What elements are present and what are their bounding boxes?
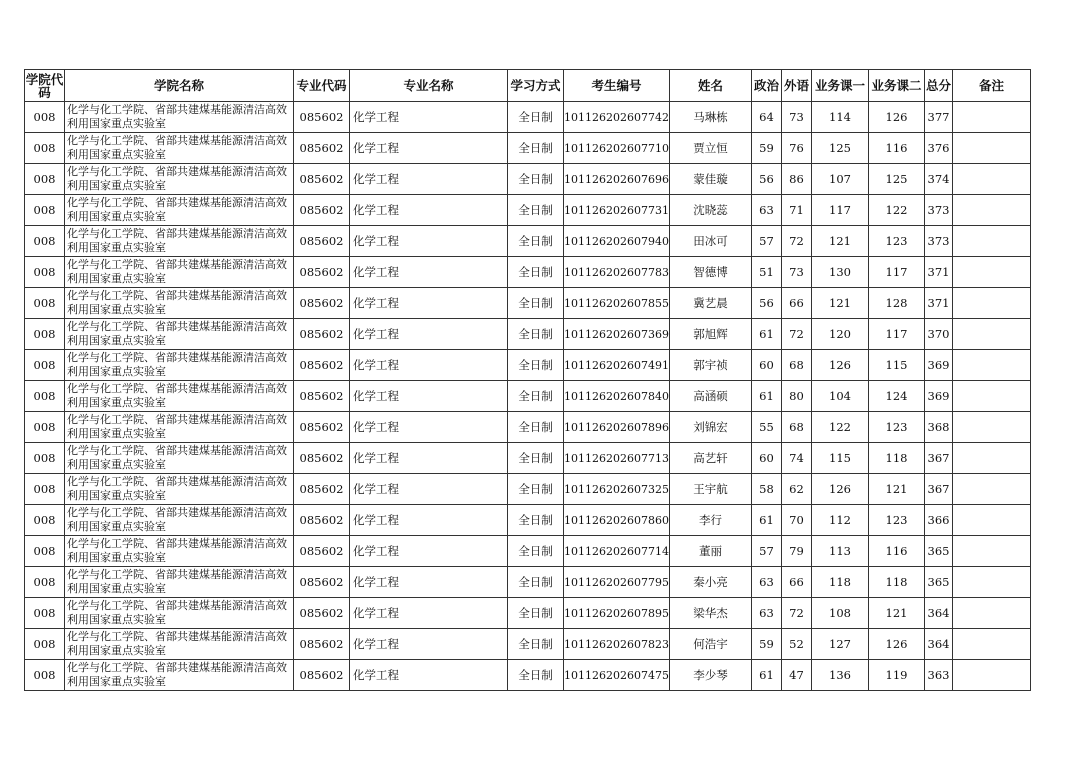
major-name-cell: 化学工程 — [350, 288, 508, 319]
table-row — [25, 474, 1031, 505]
major-code-cell: 085602 — [294, 536, 350, 567]
total-score-cell: 368 — [925, 412, 953, 443]
note-cell — [953, 102, 1031, 133]
study-mode-cell: 全日制 — [508, 536, 564, 567]
course2-score-cell: 126 — [869, 629, 925, 660]
header-college-name: 学院名称 — [65, 70, 294, 102]
note-cell — [953, 350, 1031, 381]
course1-score-cell: 121 — [812, 288, 869, 319]
note-cell — [953, 195, 1031, 226]
student-name-cell: 郭宇祯 — [670, 350, 752, 381]
course1-score-cell: 112 — [812, 505, 869, 536]
exam-id-cell: 101126202607491 — [564, 350, 670, 381]
language-score-cell: 66 — [782, 567, 812, 598]
course2-score-cell: 124 — [869, 381, 925, 412]
language-score-cell: 76 — [782, 133, 812, 164]
college-name-cell: 化学与化工学院、省部共建煤基能源清洁高效利用国家重点实验室 — [65, 226, 294, 257]
major-name-cell: 化学工程 — [350, 226, 508, 257]
language-score-cell: 74 — [782, 443, 812, 474]
note-cell — [953, 257, 1031, 288]
study-mode-cell: 全日制 — [508, 660, 564, 691]
exam-id-cell: 101126202607742 — [564, 102, 670, 133]
college-code-cell: 008 — [25, 133, 65, 164]
table-row — [25, 598, 1031, 629]
major-name-cell: 化学工程 — [350, 350, 508, 381]
header-name: 姓名 — [670, 70, 752, 102]
student-name-cell: 沈晓蕊 — [670, 195, 752, 226]
politics-score-cell: 63 — [752, 195, 782, 226]
course1-score-cell: 114 — [812, 102, 869, 133]
student-name-cell: 田冰可 — [670, 226, 752, 257]
total-score-cell: 367 — [925, 474, 953, 505]
course2-score-cell: 115 — [869, 350, 925, 381]
header-course2: 业务课二 — [869, 70, 925, 102]
header-exam-id: 考生编号 — [564, 70, 670, 102]
major-code-cell: 085602 — [294, 567, 350, 598]
note-cell — [953, 660, 1031, 691]
study-mode-cell: 全日制 — [508, 598, 564, 629]
exam-id-cell: 101126202607325 — [564, 474, 670, 505]
language-score-cell: 68 — [782, 350, 812, 381]
table-row — [25, 226, 1031, 257]
study-mode-cell: 全日制 — [508, 629, 564, 660]
admission-list-table — [24, 69, 1031, 691]
student-name-cell: 高艺轩 — [670, 443, 752, 474]
total-score-cell: 365 — [925, 567, 953, 598]
college-name-cell: 化学与化工学院、省部共建煤基能源清洁高效利用国家重点实验室 — [65, 629, 294, 660]
language-score-cell: 72 — [782, 598, 812, 629]
student-name-cell: 李少琴 — [670, 660, 752, 691]
exam-id-cell: 101126202607940 — [564, 226, 670, 257]
language-score-cell: 68 — [782, 412, 812, 443]
total-score-cell: 371 — [925, 257, 953, 288]
major-code-cell: 085602 — [294, 505, 350, 536]
college-name-cell: 化学与化工学院、省部共建煤基能源清洁高效利用国家重点实验室 — [65, 350, 294, 381]
header-language: 外语 — [782, 70, 812, 102]
college-code-cell: 008 — [25, 660, 65, 691]
student-name-cell: 董丽 — [670, 536, 752, 567]
language-score-cell: 52 — [782, 629, 812, 660]
note-cell — [953, 474, 1031, 505]
major-name-cell: 化学工程 — [350, 567, 508, 598]
student-name-cell: 郭旭辉 — [670, 319, 752, 350]
language-score-cell: 72 — [782, 319, 812, 350]
language-score-cell: 47 — [782, 660, 812, 691]
table-row — [25, 195, 1031, 226]
exam-id-cell: 101126202607823 — [564, 629, 670, 660]
politics-score-cell: 57 — [752, 226, 782, 257]
politics-score-cell: 63 — [752, 567, 782, 598]
total-score-cell: 371 — [925, 288, 953, 319]
politics-score-cell: 61 — [752, 660, 782, 691]
politics-score-cell: 55 — [752, 412, 782, 443]
college-code-cell: 008 — [25, 257, 65, 288]
exam-id-cell: 101126202607475 — [564, 660, 670, 691]
student-name-cell: 冀艺晨 — [670, 288, 752, 319]
major-code-cell: 085602 — [294, 474, 350, 505]
course1-score-cell: 127 — [812, 629, 869, 660]
exam-id-cell: 101126202607710 — [564, 133, 670, 164]
major-code-cell: 085602 — [294, 443, 350, 474]
student-name-cell: 马琳栋 — [670, 102, 752, 133]
college-code-cell: 008 — [25, 474, 65, 505]
major-code-cell: 085602 — [294, 660, 350, 691]
table-row — [25, 102, 1031, 133]
college-name-cell: 化学与化工学院、省部共建煤基能源清洁高效利用国家重点实验室 — [65, 474, 294, 505]
college-name-cell: 化学与化工学院、省部共建煤基能源清洁高效利用国家重点实验室 — [65, 412, 294, 443]
course2-score-cell: 118 — [869, 443, 925, 474]
college-code-cell: 008 — [25, 226, 65, 257]
total-score-cell: 364 — [925, 598, 953, 629]
table-row — [25, 164, 1031, 195]
college-name-cell: 化学与化工学院、省部共建煤基能源清洁高效利用国家重点实验室 — [65, 257, 294, 288]
study-mode-cell: 全日制 — [508, 133, 564, 164]
exam-id-cell: 101126202607783 — [564, 257, 670, 288]
major-code-cell: 085602 — [294, 133, 350, 164]
student-name-cell: 秦小亮 — [670, 567, 752, 598]
total-score-cell: 373 — [925, 226, 953, 257]
student-name-cell: 李行 — [670, 505, 752, 536]
header-total: 总分 — [925, 70, 953, 102]
college-name-cell: 化学与化工学院、省部共建煤基能源清洁高效利用国家重点实验室 — [65, 505, 294, 536]
course2-score-cell: 123 — [869, 505, 925, 536]
college-code-cell: 008 — [25, 567, 65, 598]
course2-score-cell: 117 — [869, 257, 925, 288]
politics-score-cell: 61 — [752, 381, 782, 412]
politics-score-cell: 59 — [752, 133, 782, 164]
note-cell — [953, 443, 1031, 474]
total-score-cell: 373 — [925, 195, 953, 226]
course2-score-cell: 116 — [869, 536, 925, 567]
total-score-cell: 369 — [925, 350, 953, 381]
study-mode-cell: 全日制 — [508, 567, 564, 598]
study-mode-cell: 全日制 — [508, 226, 564, 257]
student-name-cell: 何浩宇 — [670, 629, 752, 660]
major-code-cell: 085602 — [294, 164, 350, 195]
course1-score-cell: 130 — [812, 257, 869, 288]
major-code-cell: 085602 — [294, 412, 350, 443]
course1-score-cell: 108 — [812, 598, 869, 629]
major-code-cell: 085602 — [294, 102, 350, 133]
major-name-cell: 化学工程 — [350, 195, 508, 226]
course1-score-cell: 113 — [812, 536, 869, 567]
major-code-cell: 085602 — [294, 629, 350, 660]
study-mode-cell: 全日制 — [508, 350, 564, 381]
language-score-cell: 73 — [782, 102, 812, 133]
college-name-cell: 化学与化工学院、省部共建煤基能源清洁高效利用国家重点实验室 — [65, 567, 294, 598]
student-name-cell: 刘锦宏 — [670, 412, 752, 443]
course2-score-cell: 119 — [869, 660, 925, 691]
table-row — [25, 288, 1031, 319]
table-row — [25, 629, 1031, 660]
table-row — [25, 443, 1031, 474]
college-code-cell: 008 — [25, 102, 65, 133]
student-name-cell: 蒙佳璇 — [670, 164, 752, 195]
major-name-cell: 化学工程 — [350, 319, 508, 350]
language-score-cell: 66 — [782, 288, 812, 319]
college-name-cell: 化学与化工学院、省部共建煤基能源清洁高效利用国家重点实验室 — [65, 598, 294, 629]
table-row — [25, 536, 1031, 567]
college-code-cell: 008 — [25, 288, 65, 319]
major-code-cell: 085602 — [294, 381, 350, 412]
major-name-cell: 化学工程 — [350, 412, 508, 443]
language-score-cell: 80 — [782, 381, 812, 412]
course1-score-cell: 121 — [812, 226, 869, 257]
politics-score-cell: 64 — [752, 102, 782, 133]
exam-id-cell: 101126202607369 — [564, 319, 670, 350]
major-name-cell: 化学工程 — [350, 629, 508, 660]
college-code-cell: 008 — [25, 319, 65, 350]
major-code-cell: 085602 — [294, 288, 350, 319]
course2-score-cell: 118 — [869, 567, 925, 598]
table-row — [25, 412, 1031, 443]
table-row — [25, 381, 1031, 412]
header-college-code: 学院代码 — [25, 71, 64, 100]
language-score-cell: 62 — [782, 474, 812, 505]
header-note: 备注 — [953, 70, 1031, 102]
note-cell — [953, 598, 1031, 629]
exam-id-cell: 101126202607855 — [564, 288, 670, 319]
study-mode-cell: 全日制 — [508, 195, 564, 226]
exam-id-cell: 101126202607896 — [564, 412, 670, 443]
college-name-cell: 化学与化工学院、省部共建煤基能源清洁高效利用国家重点实验室 — [65, 443, 294, 474]
major-name-cell: 化学工程 — [350, 381, 508, 412]
student-name-cell: 王宇航 — [670, 474, 752, 505]
header-politics: 政治 — [752, 70, 782, 102]
college-code-cell: 008 — [25, 443, 65, 474]
exam-id-cell: 101126202607713 — [564, 443, 670, 474]
politics-score-cell: 56 — [752, 288, 782, 319]
total-score-cell: 367 — [925, 443, 953, 474]
note-cell — [953, 226, 1031, 257]
header-row — [25, 70, 1031, 102]
college-code-cell: 008 — [25, 536, 65, 567]
table-row — [25, 660, 1031, 691]
major-name-cell: 化学工程 — [350, 505, 508, 536]
major-name-cell: 化学工程 — [350, 443, 508, 474]
header-study-mode: 学习方式 — [508, 70, 564, 102]
course1-score-cell: 122 — [812, 412, 869, 443]
table-row — [25, 319, 1031, 350]
header-major-name: 专业名称 — [350, 70, 508, 102]
study-mode-cell: 全日制 — [508, 164, 564, 195]
college-name-cell: 化学与化工学院、省部共建煤基能源清洁高效利用国家重点实验室 — [65, 164, 294, 195]
politics-score-cell: 56 — [752, 164, 782, 195]
note-cell — [953, 381, 1031, 412]
major-code-cell: 085602 — [294, 257, 350, 288]
course1-score-cell: 125 — [812, 133, 869, 164]
exam-id-cell: 101126202607731 — [564, 195, 670, 226]
course1-score-cell: 107 — [812, 164, 869, 195]
course2-score-cell: 126 — [869, 102, 925, 133]
major-code-cell: 085602 — [294, 350, 350, 381]
politics-score-cell: 63 — [752, 598, 782, 629]
college-name-cell: 化学与化工学院、省部共建煤基能源清洁高效利用国家重点实验室 — [65, 133, 294, 164]
note-cell — [953, 536, 1031, 567]
note-cell — [953, 288, 1031, 319]
major-code-cell: 085602 — [294, 319, 350, 350]
course1-score-cell: 126 — [812, 350, 869, 381]
language-score-cell: 72 — [782, 226, 812, 257]
language-score-cell: 71 — [782, 195, 812, 226]
major-code-cell: 085602 — [294, 195, 350, 226]
exam-id-cell: 101126202607895 — [564, 598, 670, 629]
student-name-cell: 高涵硕 — [670, 381, 752, 412]
course2-score-cell: 117 — [869, 319, 925, 350]
study-mode-cell: 全日制 — [508, 474, 564, 505]
major-name-cell: 化学工程 — [350, 133, 508, 164]
course2-score-cell: 123 — [869, 226, 925, 257]
exam-id-cell: 101126202607860 — [564, 505, 670, 536]
header-course1: 业务课一 — [812, 70, 869, 102]
study-mode-cell: 全日制 — [508, 412, 564, 443]
course2-score-cell: 128 — [869, 288, 925, 319]
college-code-cell: 008 — [25, 350, 65, 381]
study-mode-cell: 全日制 — [508, 381, 564, 412]
course1-score-cell: 126 — [812, 474, 869, 505]
course1-score-cell: 117 — [812, 195, 869, 226]
table-row — [25, 133, 1031, 164]
major-name-cell: 化学工程 — [350, 598, 508, 629]
note-cell — [953, 567, 1031, 598]
major-name-cell: 化学工程 — [350, 660, 508, 691]
note-cell — [953, 629, 1031, 660]
study-mode-cell: 全日制 — [508, 505, 564, 536]
table-row — [25, 567, 1031, 598]
college-code-cell: 008 — [25, 412, 65, 443]
exam-id-cell: 101126202607696 — [564, 164, 670, 195]
major-code-cell: 085602 — [294, 598, 350, 629]
major-code-cell: 085602 — [294, 226, 350, 257]
college-name-cell: 化学与化工学院、省部共建煤基能源清洁高效利用国家重点实验室 — [65, 102, 294, 133]
note-cell — [953, 412, 1031, 443]
student-name-cell: 贾立恒 — [670, 133, 752, 164]
study-mode-cell: 全日制 — [508, 319, 564, 350]
note-cell — [953, 505, 1031, 536]
total-score-cell: 364 — [925, 629, 953, 660]
politics-score-cell: 57 — [752, 536, 782, 567]
total-score-cell: 377 — [925, 102, 953, 133]
note-cell — [953, 164, 1031, 195]
course2-score-cell: 125 — [869, 164, 925, 195]
course2-score-cell: 123 — [869, 412, 925, 443]
course1-score-cell: 118 — [812, 567, 869, 598]
total-score-cell: 374 — [925, 164, 953, 195]
college-code-cell: 008 — [25, 195, 65, 226]
major-name-cell: 化学工程 — [350, 474, 508, 505]
college-code-cell: 008 — [25, 629, 65, 660]
total-score-cell: 369 — [925, 381, 953, 412]
note-cell — [953, 319, 1031, 350]
exam-id-cell: 101126202607840 — [564, 381, 670, 412]
study-mode-cell: 全日制 — [508, 257, 564, 288]
politics-score-cell: 51 — [752, 257, 782, 288]
politics-score-cell: 60 — [752, 350, 782, 381]
language-score-cell: 79 — [782, 536, 812, 567]
note-cell — [953, 133, 1031, 164]
course1-score-cell: 104 — [812, 381, 869, 412]
course1-score-cell: 120 — [812, 319, 869, 350]
college-code-cell: 008 — [25, 505, 65, 536]
course2-score-cell: 121 — [869, 598, 925, 629]
politics-score-cell: 59 — [752, 629, 782, 660]
total-score-cell: 366 — [925, 505, 953, 536]
study-mode-cell: 全日制 — [508, 288, 564, 319]
exam-id-cell: 101126202607714 — [564, 536, 670, 567]
course1-score-cell: 115 — [812, 443, 869, 474]
major-name-cell: 化学工程 — [350, 164, 508, 195]
college-code-cell: 008 — [25, 164, 65, 195]
politics-score-cell: 61 — [752, 505, 782, 536]
college-name-cell: 化学与化工学院、省部共建煤基能源清洁高效利用国家重点实验室 — [65, 319, 294, 350]
language-score-cell: 70 — [782, 505, 812, 536]
exam-id-cell: 101126202607795 — [564, 567, 670, 598]
study-mode-cell: 全日制 — [508, 443, 564, 474]
student-name-cell: 梁华杰 — [670, 598, 752, 629]
politics-score-cell: 60 — [752, 443, 782, 474]
table-row — [25, 505, 1031, 536]
study-mode-cell: 全日制 — [508, 102, 564, 133]
table-row — [25, 350, 1031, 381]
major-name-cell: 化学工程 — [350, 102, 508, 133]
college-name-cell: 化学与化工学院、省部共建煤基能源清洁高效利用国家重点实验室 — [65, 660, 294, 691]
college-code-cell: 008 — [25, 598, 65, 629]
course2-score-cell: 122 — [869, 195, 925, 226]
course1-score-cell: 136 — [812, 660, 869, 691]
course2-score-cell: 121 — [869, 474, 925, 505]
college-name-cell: 化学与化工学院、省部共建煤基能源清洁高效利用国家重点实验室 — [65, 288, 294, 319]
politics-score-cell: 58 — [752, 474, 782, 505]
language-score-cell: 86 — [782, 164, 812, 195]
major-name-cell: 化学工程 — [350, 536, 508, 567]
header-major-code: 专业代码 — [294, 70, 350, 102]
student-name-cell: 智德博 — [670, 257, 752, 288]
course2-score-cell: 116 — [869, 133, 925, 164]
table-row — [25, 257, 1031, 288]
college-name-cell: 化学与化工学院、省部共建煤基能源清洁高效利用国家重点实验室 — [65, 536, 294, 567]
total-score-cell: 376 — [925, 133, 953, 164]
language-score-cell: 73 — [782, 257, 812, 288]
total-score-cell: 363 — [925, 660, 953, 691]
college-code-cell: 008 — [25, 381, 65, 412]
politics-score-cell: 61 — [752, 319, 782, 350]
college-name-cell: 化学与化工学院、省部共建煤基能源清洁高效利用国家重点实验室 — [65, 381, 294, 412]
total-score-cell: 370 — [925, 319, 953, 350]
major-name-cell: 化学工程 — [350, 257, 508, 288]
total-score-cell: 365 — [925, 536, 953, 567]
college-name-cell: 化学与化工学院、省部共建煤基能源清洁高效利用国家重点实验室 — [65, 195, 294, 226]
